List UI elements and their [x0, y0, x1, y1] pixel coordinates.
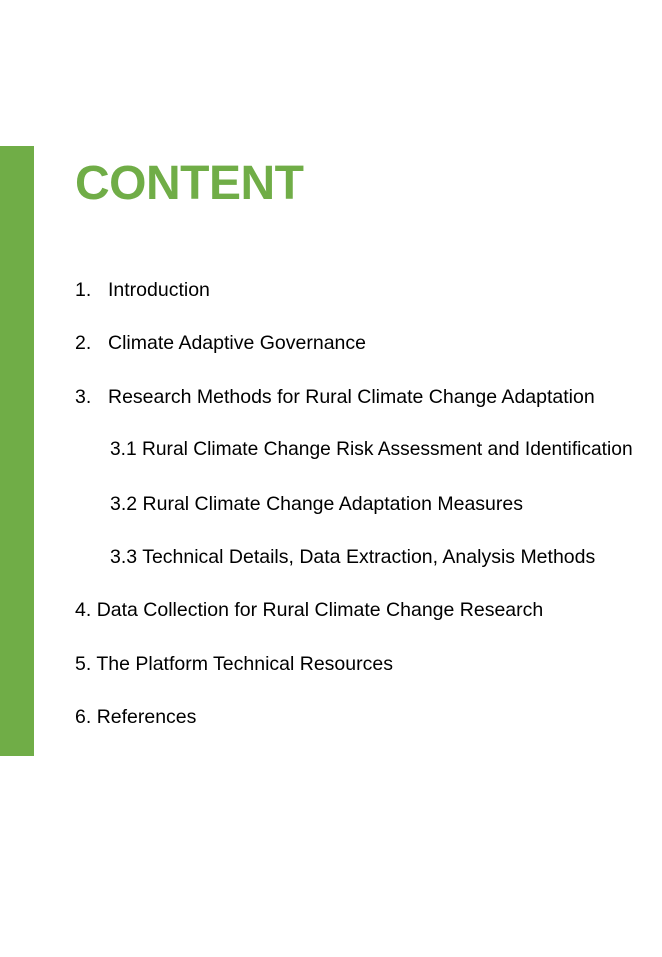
toc-item-number: 3.: [75, 386, 92, 408]
toc-item-label: References: [96, 706, 197, 728]
toc-item-number: 2.: [75, 332, 92, 354]
toc-item-number: 4.: [75, 599, 92, 621]
toc-item-label: Introduction: [108, 279, 210, 301]
accent-bar: [0, 146, 34, 756]
toc-item-introduction: [75, 277, 210, 303]
toc-item-data-collection: [75, 597, 543, 623]
toc-item-references: [75, 704, 196, 730]
toc-subitem-adaptation-measures: [110, 491, 523, 517]
toc-subitem-technical-details: [110, 544, 595, 570]
toc-item-label: Rural Climate Change Adaptation Measures: [142, 493, 523, 515]
toc-item-label: Research Methods for Rural Climate Change Adaptation: [108, 386, 595, 408]
page-title: CONTENT: [75, 157, 304, 210]
toc-subitem-risk-assessment: [110, 437, 633, 463]
toc-item-number: 6.: [75, 706, 92, 728]
toc-item-number: 3.2: [110, 493, 138, 515]
toc-item-number: 1.: [75, 279, 92, 301]
toc-item-label: Rural Climate Change Risk Assessment and Identification: [142, 439, 633, 460]
toc-item-label: Data Collection for Rural Climate Change Research: [96, 599, 544, 621]
toc-item-number: 3.1: [110, 439, 137, 460]
toc-item-label: The Platform Technical Resources: [96, 653, 393, 675]
toc-item-label: Climate Adaptive Governance: [108, 332, 366, 354]
toc-item-research-methods: [75, 384, 595, 410]
toc-item-climate-adaptive-governance: [75, 330, 366, 356]
toc-item-number: 3.3: [110, 546, 138, 568]
toc-item-platform-resources: [75, 651, 393, 677]
toc-item-label: Technical Details, Data Extraction, Analysis Methods: [142, 546, 596, 568]
toc-item-number: 5.: [75, 653, 92, 675]
